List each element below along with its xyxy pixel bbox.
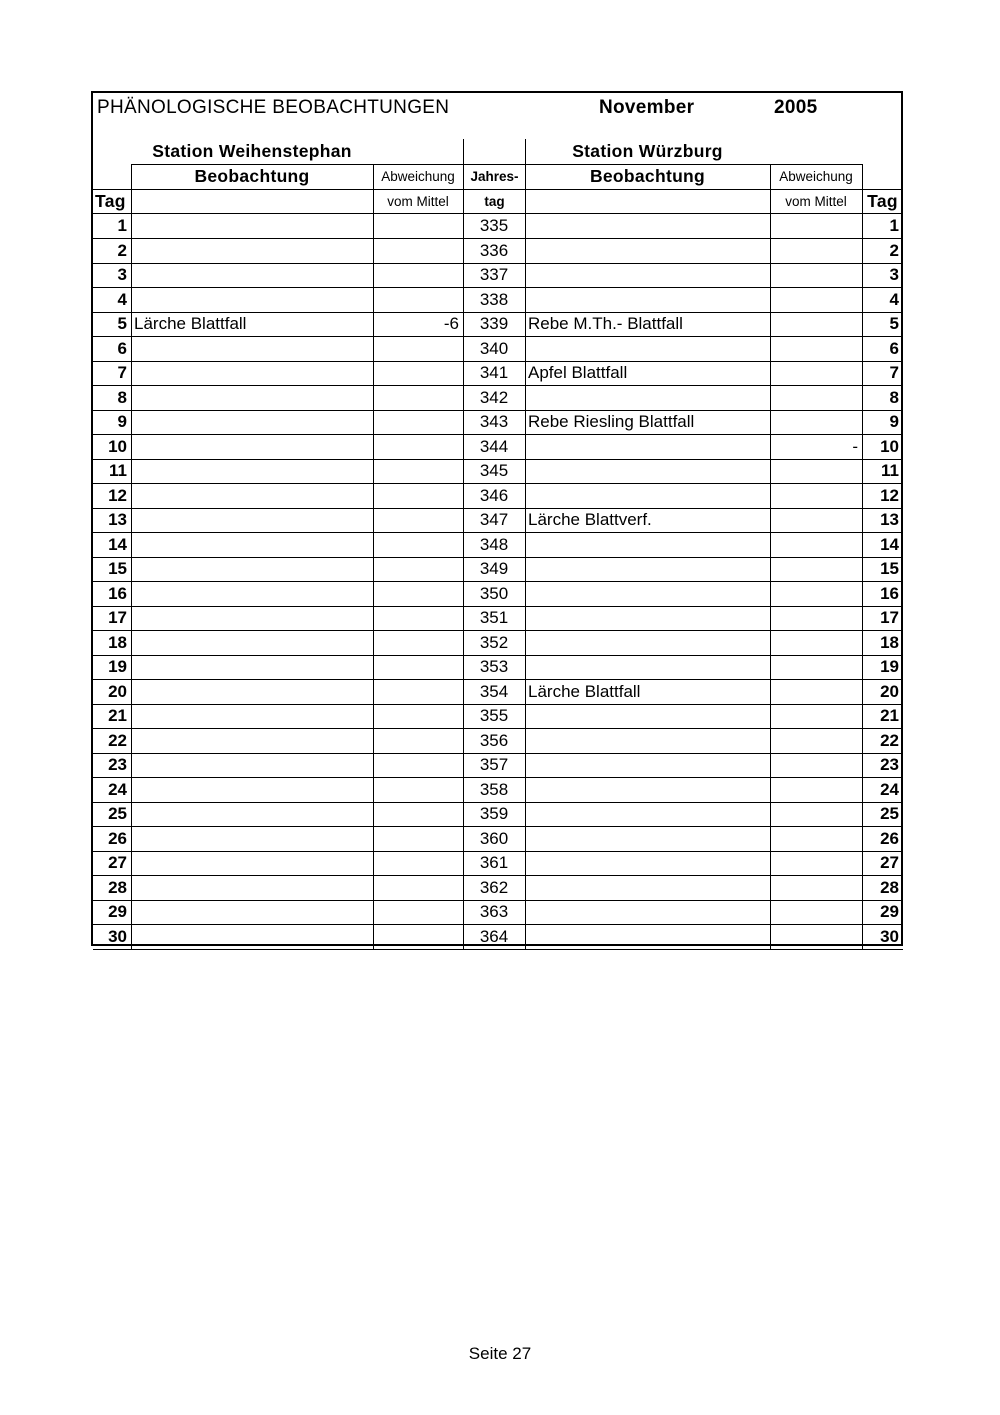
row-obs-wuerzburg [525,925,770,950]
row-jahrestag: 347 [479,510,509,530]
row-jahrestag: 338 [479,289,509,309]
row-dev-wuerzburg [770,851,862,876]
row-dev-wuerzburg [770,606,862,631]
row-jahrestag: 336 [479,240,509,260]
row-obs-wuerzburg [525,263,770,288]
jahres-label: Jahres- [470,168,519,184]
row-obs-weihenstephan [131,214,373,239]
row-tag-left: 15 [108,559,127,579]
header-col-280 [373,164,374,214]
header-col-370 [463,164,464,214]
row-dev-weihenstephan [373,876,463,901]
row-obs-weihenstephan [131,435,373,460]
row-obs-wuerzburg [525,802,770,827]
row-obs-weihenstephan [131,288,373,313]
row-obs-wuerzburg: Lärche Blattverf. [528,510,652,530]
row-dev-wuerzburg [770,827,862,852]
row-dev-weihenstephan [373,704,463,729]
row-dev-weihenstephan [373,361,463,386]
tag-jahr-label: tag [484,193,505,209]
row-tag-right: 13 [880,510,899,530]
row-dev-weihenstephan [373,410,463,435]
row-tag-right: 30 [880,926,899,946]
row-tag-left: 23 [108,755,127,775]
row-jahrestag: 346 [479,485,509,505]
row-dev-wuerzburg [770,508,862,533]
row-dev-weihenstephan: -6 [443,314,459,334]
row-obs-wuerzburg [525,582,770,607]
row-obs-wuerzburg [525,459,770,484]
sheet-title: PHÄNOLOGISCHE BEOBACHTUNGEN [97,97,450,118]
sheet-year: 2005 [774,97,818,118]
row-obs-wuerzburg [525,900,770,925]
row-obs-wuerzburg [525,239,770,264]
row-obs-weihenstephan [131,753,373,778]
row-dev-wuerzburg [770,337,862,362]
row-obs-weihenstephan [131,680,373,705]
row-obs-wuerzburg [525,606,770,631]
row-tag-right: 6 [889,338,899,358]
row-jahrestag: 352 [479,632,509,652]
row-obs-weihenstephan [131,582,373,607]
row-tag-left: 7 [117,363,127,383]
row-dev-wuerzburg [770,753,862,778]
row-dev-wuerzburg [770,802,862,827]
row-obs-weihenstephan [131,729,373,754]
row-dev-wuerzburg [770,729,862,754]
row-dev-wuerzburg [770,459,862,484]
row-dev-weihenstephan [373,508,463,533]
row-tag-right: 18 [880,632,899,652]
row-tag-right: 23 [880,755,899,775]
header-col-677 [770,164,771,214]
row-dev-weihenstephan [373,778,463,803]
row-jahrestag: 339 [479,314,509,334]
row-dev-weihenstephan [373,214,463,239]
row-dev-wuerzburg [770,680,862,705]
row-tag-right: 27 [880,853,899,873]
row-tag-right: 16 [880,583,899,603]
row-tag-right: 12 [880,485,899,505]
row-obs-weihenstephan [131,900,373,925]
beobachtung-right-label: Beobachtung [589,165,706,186]
row-dev-weihenstephan [373,288,463,313]
row-obs-weihenstephan [131,386,373,411]
row-tag-left: 6 [117,338,127,358]
row-obs-weihenstephan [131,361,373,386]
column-divider [373,213,374,949]
row-obs-wuerzburg [525,729,770,754]
row-tag-left: 24 [108,779,127,799]
row-jahrestag: 343 [479,412,509,432]
column-divider [770,213,771,949]
tag-right-label: Tag [867,190,898,211]
row-obs-wuerzburg [525,484,770,509]
row-obs-weihenstephan [131,876,373,901]
row-jahrestag: 354 [479,681,509,701]
row-tag-left: 11 [109,461,127,481]
row-tag-right: 3 [889,265,899,285]
row-obs-wuerzburg [525,214,770,239]
row-tag-right: 15 [880,559,899,579]
column-divider [463,213,464,949]
row-tag-left: 13 [108,510,127,530]
row-dev-weihenstephan [373,655,463,680]
row-jahrestag: 335 [479,216,509,236]
row-dev-wuerzburg [770,925,862,950]
header-line-1 [131,164,862,165]
row-dev-wuerzburg [770,214,862,239]
column-divider [131,213,132,949]
row-tag-right: 9 [889,412,899,432]
row-dev-weihenstephan [373,263,463,288]
row-jahrestag: 355 [479,706,509,726]
row-jahrestag: 345 [479,461,509,481]
row-obs-wuerzburg [525,435,770,460]
row-dev-weihenstephan [373,557,463,582]
row-obs-weihenstephan [131,778,373,803]
column-divider [525,213,526,949]
row-jahrestag: 344 [479,436,509,456]
row-tag-left: 30 [108,926,127,946]
row-dev-wuerzburg [770,410,862,435]
abweichung-left-label: Abweichung [381,168,455,184]
row-dev-wuerzburg [770,533,862,558]
abweichung-right-label: Abweichung [779,168,853,184]
row-dev-weihenstephan [373,729,463,754]
row-tag-right: 4 [889,289,899,309]
row-dev-wuerzburg [770,361,862,386]
row-tag-right: 11 [881,461,899,481]
row-tag-left: 4 [117,289,127,309]
row-tag-right: 25 [880,804,899,824]
row-dev-weihenstephan [373,435,463,460]
header-col-38 [131,164,132,214]
sheet-month: November [599,97,695,118]
row-obs-weihenstephan [131,606,373,631]
beobachtung-left-label: Beobachtung [194,165,310,186]
row-tag-right: 7 [889,363,899,383]
row-dev-weihenstephan [373,459,463,484]
row-obs-wuerzburg [525,288,770,313]
row-obs-wuerzburg [525,778,770,803]
row-tag-left: 29 [108,902,127,922]
row-tag-left: 22 [108,730,127,750]
row-obs-weihenstephan [131,851,373,876]
row-obs-wuerzburg: Rebe Riesling Blattfall [528,412,695,432]
row-dev-weihenstephan [373,827,463,852]
row-tag-left: 5 [117,314,127,334]
row-tag-left: 10 [108,436,127,456]
header-col-769 [862,164,863,214]
row-jahrestag: 361 [479,853,509,873]
row-jahrestag: 349 [479,559,509,579]
row-tag-left: 8 [117,387,127,407]
header-col-432 [525,164,526,214]
row-tag-left: 2 [117,240,127,260]
row-jahrestag: 356 [479,730,509,750]
row-dev-wuerzburg [770,386,862,411]
row-tag-left: 3 [117,265,127,285]
row-tag-left: 18 [108,632,127,652]
row-jahrestag: 358 [479,779,509,799]
page-number: Seite 27 [468,1344,532,1363]
row-jahrestag: 348 [479,534,509,554]
row-dev-weihenstephan [373,337,463,362]
row-dev-weihenstephan [373,239,463,264]
row-dev-wuerzburg [770,704,862,729]
row-obs-weihenstephan [131,459,373,484]
row-tag-left: 27 [108,853,127,873]
row-tag-right: 2 [889,240,899,260]
row-dev-wuerzburg [770,263,862,288]
row-obs-weihenstephan [131,802,373,827]
row-jahrestag: 359 [479,804,509,824]
row-tag-left: 28 [108,877,127,897]
row-obs-weihenstephan [131,508,373,533]
row-tag-right: 22 [880,730,899,750]
row-jahrestag: 350 [479,583,509,603]
row-obs-weihenstephan [131,533,373,558]
row-obs-wuerzburg [525,386,770,411]
row-tag-left: 20 [108,681,127,701]
row-obs-weihenstephan [131,239,373,264]
row-jahrestag: 341 [479,363,509,383]
row-tag-right: 10 [880,436,899,456]
row-obs-wuerzburg [525,753,770,778]
row-dev-wuerzburg [770,484,862,509]
row-dev-wuerzburg [770,582,862,607]
row-dev-weihenstephan [373,900,463,925]
vom-mittel-right-label: vom Mittel [785,193,847,209]
row-tag-left: 25 [108,804,127,824]
row-dev-weihenstephan [373,925,463,950]
row-tag-left: 26 [108,828,127,848]
row-obs-weihenstephan [131,827,373,852]
row-tag-right: 8 [889,387,899,407]
row-tag-left: 16 [108,583,127,603]
row-dev-wuerzburg [770,876,862,901]
row-obs-wuerzburg: Apfel Blattfall [528,363,628,383]
row-tag-right: 19 [880,657,899,677]
row-obs-wuerzburg [525,704,770,729]
row-tag-left: 19 [108,657,127,677]
row-obs-wuerzburg [525,557,770,582]
row-obs-weihenstephan [131,631,373,656]
row-dev-weihenstephan [373,386,463,411]
row-obs-wuerzburg [525,851,770,876]
row-dev-weihenstephan [373,606,463,631]
row-obs-wuerzburg [525,533,770,558]
row-tag-right: 17 [880,608,899,628]
row-tag-left: 21 [108,706,127,726]
row-obs-wuerzburg: Rebe M.Th.- Blattfall [528,314,683,334]
row-obs-weihenstephan [131,410,373,435]
row-dev-wuerzburg [770,239,862,264]
row-obs-wuerzburg [525,827,770,852]
row-dev-weihenstephan [373,753,463,778]
row-jahrestag: 360 [479,828,509,848]
phenology-sheet [91,91,903,946]
row-dev-wuerzburg [770,312,862,337]
row-tag-right: 20 [880,681,899,701]
station-wuerzburg-label: Station Würzburg [572,140,723,161]
row-jahrestag: 351 [479,608,509,628]
row-tag-right: 26 [880,828,899,848]
row-dev-wuerzburg [770,778,862,803]
row-obs-wuerzburg [525,337,770,362]
row-dev-wuerzburg [770,288,862,313]
row-tag-left: 12 [108,485,127,505]
column-divider [862,213,863,949]
row-obs-weihenstephan [131,484,373,509]
row-dev-wuerzburg: - [852,436,858,456]
station-divider-right [525,139,526,164]
station-weihenstephan-label: Station Weihenstephan [152,140,352,161]
row-jahrestag: 362 [479,877,509,897]
row-divider [93,949,903,950]
row-dev-weihenstephan [373,533,463,558]
row-dev-weihenstephan [373,484,463,509]
row-tag-right: 29 [880,902,899,922]
row-jahrestag: 342 [479,387,509,407]
row-dev-weihenstephan [373,680,463,705]
row-jahrestag: 357 [479,755,509,775]
row-jahrestag: 340 [479,338,509,358]
row-tag-left: 1 [117,216,127,236]
row-obs-wuerzburg: Lärche Blattfall [528,681,641,701]
row-tag-right: 24 [880,779,899,799]
row-jahrestag: 363 [479,902,509,922]
row-tag-right: 1 [889,216,899,236]
row-tag-left: 9 [117,412,127,432]
row-dev-weihenstephan [373,802,463,827]
row-dev-wuerzburg [770,900,862,925]
row-obs-weihenstephan: Lärche Blattfall [134,314,247,334]
row-dev-wuerzburg [770,557,862,582]
row-tag-left: 14 [108,534,127,554]
row-tag-right: 14 [880,534,899,554]
row-dev-weihenstephan [373,631,463,656]
row-obs-weihenstephan [131,337,373,362]
row-obs-weihenstephan [131,557,373,582]
vom-mittel-left-label: vom Mittel [387,193,449,209]
row-obs-wuerzburg [525,655,770,680]
station-divider-left [463,139,464,164]
row-obs-weihenstephan [131,925,373,950]
row-obs-weihenstephan [131,704,373,729]
row-jahrestag: 364 [479,926,509,946]
row-tag-right: 21 [880,706,899,726]
tag-left-label: Tag [95,190,126,211]
row-dev-weihenstephan [373,851,463,876]
row-dev-wuerzburg [770,631,862,656]
row-dev-weihenstephan [373,582,463,607]
row-jahrestag: 337 [479,265,509,285]
row-obs-weihenstephan [131,263,373,288]
row-dev-wuerzburg [770,655,862,680]
row-jahrestag: 353 [479,657,509,677]
row-tag-right: 5 [889,314,899,334]
row-tag-right: 28 [880,877,899,897]
row-tag-left: 17 [108,608,127,628]
header-line-2 [93,189,903,190]
row-obs-wuerzburg [525,631,770,656]
row-obs-weihenstephan [131,655,373,680]
row-obs-wuerzburg [525,876,770,901]
